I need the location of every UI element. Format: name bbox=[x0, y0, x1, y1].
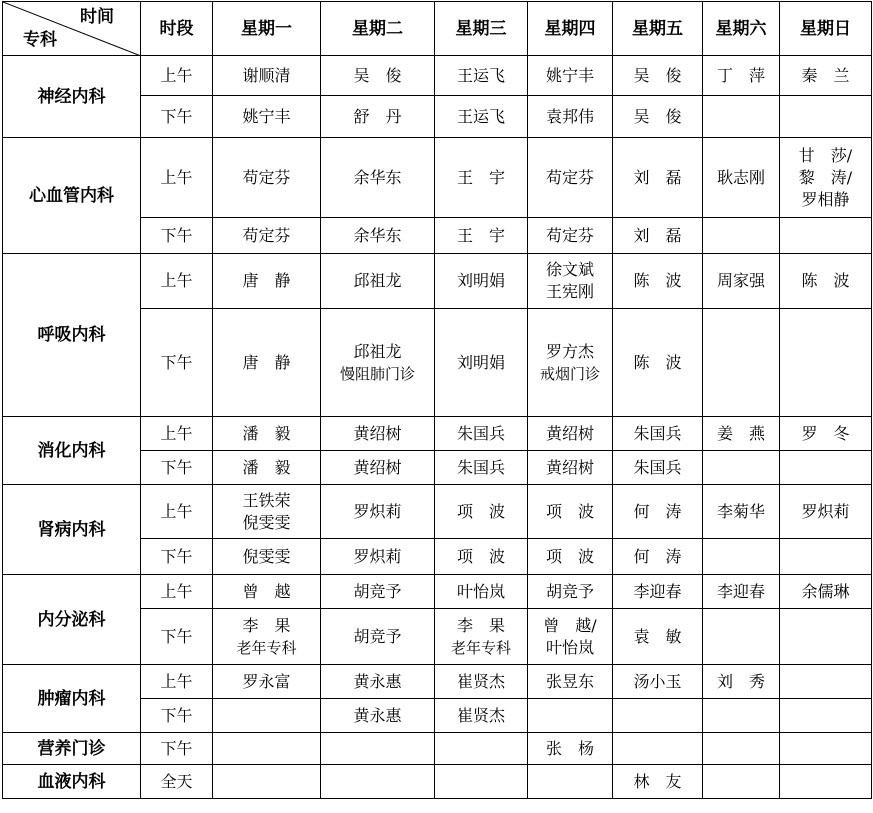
doctor-name: 苟定芬 bbox=[545, 167, 594, 187]
doctor-name: 袁 敏 bbox=[633, 626, 682, 646]
doctor-cell bbox=[321, 485, 435, 539]
doctor-name: 王铁荣 bbox=[242, 490, 291, 510]
doctor-cell bbox=[703, 451, 780, 485]
doctor-cell bbox=[213, 733, 321, 765]
doctor-name: 甘 莎/ bbox=[798, 145, 853, 165]
day-header: 星期六 bbox=[703, 2, 780, 56]
doctor-cell bbox=[213, 665, 321, 699]
doctor-cell bbox=[321, 417, 435, 451]
doctor-name: 姜 燕 bbox=[716, 423, 765, 443]
doctor-cell bbox=[703, 56, 780, 96]
doctor-cell bbox=[703, 417, 780, 451]
doctor-name: 刘 磊 bbox=[633, 167, 682, 187]
period-cell: 上午 bbox=[141, 575, 213, 609]
doctor-cell bbox=[321, 96, 435, 138]
doctor-name: 李迎春 bbox=[716, 581, 765, 601]
doctor-cell bbox=[321, 451, 435, 485]
doctor-cell bbox=[435, 733, 528, 765]
doctor-cell bbox=[780, 96, 872, 138]
doctor-name: 崔贤杰 bbox=[456, 705, 505, 725]
doctor-cell bbox=[703, 485, 780, 539]
doctor-name: 朱国兵 bbox=[456, 423, 505, 443]
department-name: 营养门诊 bbox=[3, 733, 141, 765]
schedule-row bbox=[3, 733, 872, 765]
doctor-cell bbox=[435, 485, 528, 539]
schedule-row bbox=[3, 485, 872, 539]
doctor-cell bbox=[435, 138, 528, 218]
doctor-name: 李迎春 bbox=[633, 581, 682, 601]
doctor-cell bbox=[213, 138, 321, 218]
doctor-cell bbox=[528, 609, 613, 665]
doctor-name: 何 涛 bbox=[633, 501, 682, 521]
doctor-cell bbox=[213, 254, 321, 309]
doctor-cell bbox=[528, 218, 613, 254]
doctor-name: 项 波 bbox=[456, 546, 505, 566]
doctor-cell bbox=[528, 665, 613, 699]
doctor-cell bbox=[321, 609, 435, 665]
doctor-cell bbox=[321, 765, 435, 799]
department-name: 肿瘤内科 bbox=[3, 665, 141, 733]
period-cell: 下午 bbox=[141, 96, 213, 138]
doctor-cell bbox=[780, 485, 872, 539]
doctor-name: 叶怡岚 bbox=[545, 637, 594, 657]
doctor-cell bbox=[613, 665, 703, 699]
schedule-row bbox=[3, 56, 872, 96]
doctor-cell bbox=[780, 309, 872, 417]
doctor-name: 罗炽莉 bbox=[353, 501, 402, 521]
doctor-name: 周家强 bbox=[716, 271, 765, 290]
doctor-name: 姚宁丰 bbox=[545, 65, 594, 85]
doctor-name: 汤小玉 bbox=[633, 671, 682, 691]
day-header: 星期日 bbox=[780, 2, 872, 56]
doctor-name: 罗永富 bbox=[242, 671, 291, 691]
department-name: 神经内科 bbox=[3, 56, 141, 138]
doctor-name: 潘 毅 bbox=[242, 423, 291, 443]
doctor-cell bbox=[321, 56, 435, 96]
doctor-cell bbox=[780, 56, 872, 96]
doctor-cell bbox=[321, 539, 435, 575]
doctor-name: 刘 秀 bbox=[716, 671, 765, 691]
doctor-name: 胡竞予 bbox=[353, 581, 402, 601]
doctor-name: 余华东 bbox=[353, 225, 402, 245]
period-cell: 下午 bbox=[141, 733, 213, 765]
doctor-name: 唐 静 bbox=[242, 352, 291, 372]
doctor-cell bbox=[435, 539, 528, 575]
department-name: 肾病内科 bbox=[3, 485, 141, 575]
doctor-cell bbox=[321, 309, 435, 417]
doctor-cell bbox=[613, 56, 703, 96]
doctor-name: 老年专科 bbox=[236, 638, 297, 657]
schedule-body bbox=[3, 56, 872, 799]
doctor-name: 刘明娟 bbox=[456, 352, 505, 372]
doctor-name: 余儒琳 bbox=[801, 581, 850, 601]
period-cell: 上午 bbox=[141, 485, 213, 539]
header-row bbox=[3, 2, 872, 56]
doctor-name: 黄永惠 bbox=[353, 671, 402, 691]
schedule-row bbox=[3, 665, 872, 699]
doctor-cell bbox=[528, 56, 613, 96]
doctor-name: 李 果 bbox=[242, 615, 291, 635]
doctor-cell bbox=[435, 609, 528, 665]
doctor-cell bbox=[780, 451, 872, 485]
doctor-cell bbox=[780, 539, 872, 575]
doctor-name: 倪雯雯 bbox=[242, 546, 291, 566]
doctor-name: 苟定芬 bbox=[242, 167, 291, 187]
doctor-cell bbox=[213, 451, 321, 485]
doctor-cell bbox=[780, 575, 872, 609]
doctor-cell bbox=[613, 609, 703, 665]
doctor-name: 舒 丹 bbox=[353, 106, 402, 126]
doctor-name: 倪雯雯 bbox=[242, 512, 291, 532]
corner-header bbox=[3, 2, 141, 56]
period-cell: 上午 bbox=[141, 138, 213, 218]
doctor-name: 邱祖龙 bbox=[353, 341, 402, 361]
doctor-name: 曾 越 bbox=[242, 581, 291, 601]
doctor-name: 黄绍树 bbox=[353, 457, 402, 477]
doctor-cell bbox=[613, 417, 703, 451]
doctor-cell bbox=[703, 699, 780, 733]
doctor-cell bbox=[613, 451, 703, 485]
doctor-cell bbox=[613, 96, 703, 138]
doctor-cell bbox=[613, 309, 703, 417]
doctor-cell bbox=[613, 765, 703, 799]
doctor-name: 朱国兵 bbox=[633, 457, 682, 477]
doctor-name: 张昱东 bbox=[545, 671, 594, 691]
doctor-name: 王运飞 bbox=[456, 65, 505, 85]
doctor-name: 王运飞 bbox=[456, 106, 505, 126]
period-cell: 下午 bbox=[141, 539, 213, 575]
doctor-cell bbox=[435, 96, 528, 138]
doctor-cell bbox=[613, 138, 703, 218]
doctor-cell bbox=[213, 56, 321, 96]
doctor-cell bbox=[435, 451, 528, 485]
doctor-name: 刘 磊 bbox=[633, 225, 682, 245]
department-name: 消化内科 bbox=[3, 417, 141, 485]
doctor-name: 罗方杰 bbox=[545, 341, 594, 361]
doctor-cell bbox=[780, 218, 872, 254]
doctor-name: 戒烟门诊 bbox=[539, 364, 600, 383]
doctor-cell bbox=[213, 539, 321, 575]
doctor-cell bbox=[435, 699, 528, 733]
doctor-name: 余华东 bbox=[353, 167, 402, 187]
doctor-cell bbox=[528, 96, 613, 138]
period-cell: 下午 bbox=[141, 451, 213, 485]
doctor-cell bbox=[703, 539, 780, 575]
doctor-name: 黄绍树 bbox=[545, 423, 594, 443]
period-header: 时段 bbox=[141, 2, 213, 56]
doctor-cell bbox=[213, 218, 321, 254]
doctor-name: 王 宇 bbox=[456, 167, 505, 187]
doctor-cell bbox=[213, 96, 321, 138]
doctor-cell bbox=[435, 765, 528, 799]
doctor-cell bbox=[703, 96, 780, 138]
doctor-name: 李 果 bbox=[456, 615, 505, 635]
doctor-cell bbox=[528, 485, 613, 539]
doctor-name: 苟定芬 bbox=[242, 225, 291, 245]
day-header: 星期五 bbox=[613, 2, 703, 56]
doctor-name: 朱国兵 bbox=[456, 457, 505, 477]
schedule-row bbox=[3, 417, 872, 451]
doctor-name: 老年专科 bbox=[450, 638, 511, 657]
doctor-cell bbox=[528, 138, 613, 218]
period-cell: 下午 bbox=[141, 699, 213, 733]
doctor-name: 吴 俊 bbox=[633, 106, 682, 126]
doctor-cell bbox=[780, 138, 872, 218]
department-name: 心血管内科 bbox=[3, 138, 141, 254]
doctor-name: 陈 波 bbox=[801, 271, 850, 290]
doctor-name: 张 杨 bbox=[545, 738, 594, 758]
period-cell: 全天 bbox=[141, 765, 213, 799]
doctor-cell bbox=[435, 56, 528, 96]
doctor-cell bbox=[435, 575, 528, 609]
doctor-name: 项 波 bbox=[545, 546, 594, 566]
doctor-name: 崔贤杰 bbox=[456, 671, 505, 691]
doctor-cell bbox=[435, 309, 528, 417]
period-cell: 下午 bbox=[141, 309, 213, 417]
doctor-name: 林 友 bbox=[633, 771, 682, 791]
doctor-name: 王 宇 bbox=[456, 225, 505, 245]
doctor-cell bbox=[613, 539, 703, 575]
doctor-cell bbox=[321, 665, 435, 699]
doctor-name: 陈 波 bbox=[633, 352, 682, 372]
doctor-cell bbox=[435, 417, 528, 451]
doctor-cell bbox=[703, 575, 780, 609]
doctor-cell bbox=[528, 765, 613, 799]
doctor-cell bbox=[528, 451, 613, 485]
doctor-cell bbox=[435, 665, 528, 699]
doctor-name: 徐文斌 bbox=[545, 260, 594, 279]
schedule-row bbox=[3, 575, 872, 609]
doctor-cell bbox=[703, 254, 780, 309]
doctor-cell bbox=[613, 218, 703, 254]
doctor-name: 罗 冬 bbox=[801, 423, 850, 443]
doctor-name: 黎 涛/ bbox=[798, 167, 853, 187]
doctor-cell bbox=[528, 254, 613, 309]
corner-time-label: 时间 bbox=[80, 7, 114, 27]
doctor-name: 丁 萍 bbox=[716, 65, 765, 85]
doctor-name: 李菊华 bbox=[716, 501, 765, 521]
doctor-cell bbox=[613, 733, 703, 765]
doctor-cell bbox=[613, 485, 703, 539]
doctor-cell bbox=[703, 733, 780, 765]
doctor-cell bbox=[780, 417, 872, 451]
doctor-name: 耿志刚 bbox=[716, 167, 765, 187]
period-cell: 下午 bbox=[141, 218, 213, 254]
period-cell: 上午 bbox=[141, 665, 213, 699]
schedule-row bbox=[3, 138, 872, 218]
department-name: 呼吸内科 bbox=[3, 254, 141, 417]
doctor-name: 王宪刚 bbox=[545, 282, 594, 301]
doctor-cell bbox=[613, 254, 703, 309]
period-cell: 上午 bbox=[141, 254, 213, 309]
doctor-name: 邱祖龙 bbox=[353, 271, 402, 290]
doctor-cell bbox=[435, 218, 528, 254]
department-name: 血液内科 bbox=[3, 765, 141, 799]
doctor-cell bbox=[780, 765, 872, 799]
doctor-cell bbox=[213, 485, 321, 539]
doctor-cell bbox=[703, 218, 780, 254]
doctor-name: 何 涛 bbox=[633, 546, 682, 566]
doctor-name: 曾 越/ bbox=[543, 615, 597, 635]
doctor-cell bbox=[213, 765, 321, 799]
doctor-cell bbox=[780, 609, 872, 665]
period-cell: 上午 bbox=[141, 417, 213, 451]
doctor-cell bbox=[703, 765, 780, 799]
doctor-cell bbox=[321, 733, 435, 765]
doctor-cell bbox=[703, 309, 780, 417]
doctor-name: 陈 波 bbox=[633, 271, 682, 290]
doctor-name: 胡竞予 bbox=[545, 581, 594, 601]
doctor-name: 项 波 bbox=[545, 501, 594, 521]
doctor-name: 刘明娟 bbox=[456, 271, 505, 290]
corner-dept-label: 专科 bbox=[23, 30, 57, 50]
doctor-cell bbox=[528, 539, 613, 575]
doctor-cell bbox=[435, 254, 528, 309]
doctor-name: 胡竞予 bbox=[353, 626, 402, 646]
period-cell: 下午 bbox=[141, 609, 213, 665]
doctor-name: 谢顺清 bbox=[242, 65, 291, 85]
doctor-name: 项 波 bbox=[456, 501, 505, 521]
doctor-name: 潘 毅 bbox=[242, 457, 291, 477]
doctor-name: 罗炽莉 bbox=[801, 501, 850, 521]
doctor-name: 朱国兵 bbox=[633, 423, 682, 443]
doctor-name: 黄绍树 bbox=[545, 457, 594, 477]
day-header: 星期三 bbox=[435, 2, 528, 56]
doctor-name: 罗相静 bbox=[801, 189, 850, 209]
doctor-cell bbox=[780, 699, 872, 733]
doctor-cell bbox=[703, 665, 780, 699]
doctor-cell bbox=[321, 138, 435, 218]
doctor-cell bbox=[528, 733, 613, 765]
clinic-schedule-table bbox=[2, 1, 872, 799]
doctor-cell bbox=[213, 309, 321, 417]
doctor-name: 黄绍树 bbox=[353, 423, 402, 443]
doctor-name: 袁邦伟 bbox=[545, 106, 594, 126]
doctor-name: 秦 兰 bbox=[801, 65, 850, 85]
doctor-name: 吴 俊 bbox=[353, 65, 402, 85]
doctor-cell bbox=[780, 665, 872, 699]
doctor-name: 罗炽莉 bbox=[353, 546, 402, 566]
doctor-cell bbox=[213, 575, 321, 609]
doctor-cell bbox=[213, 609, 321, 665]
doctor-cell bbox=[321, 699, 435, 733]
doctor-cell bbox=[528, 309, 613, 417]
schedule-row bbox=[3, 254, 872, 309]
doctor-cell bbox=[321, 254, 435, 309]
doctor-cell bbox=[321, 218, 435, 254]
day-header: 星期二 bbox=[321, 2, 435, 56]
doctor-cell bbox=[528, 417, 613, 451]
doctor-name: 姚宁丰 bbox=[242, 106, 291, 126]
doctor-cell bbox=[780, 254, 872, 309]
doctor-cell bbox=[780, 733, 872, 765]
doctor-cell bbox=[528, 575, 613, 609]
period-cell: 上午 bbox=[141, 56, 213, 96]
doctor-name: 慢阻肺门诊 bbox=[339, 364, 415, 383]
doctor-cell bbox=[321, 575, 435, 609]
doctor-cell bbox=[213, 417, 321, 451]
department-name: 内分泌科 bbox=[3, 575, 141, 665]
day-header: 星期四 bbox=[528, 2, 613, 56]
doctor-cell bbox=[613, 699, 703, 733]
doctor-name: 叶怡岚 bbox=[456, 581, 505, 601]
day-header: 星期一 bbox=[213, 2, 321, 56]
doctor-cell bbox=[528, 699, 613, 733]
doctor-name: 唐 静 bbox=[242, 271, 291, 290]
doctor-name: 黄永惠 bbox=[353, 705, 402, 725]
schedule-row bbox=[3, 765, 872, 799]
doctor-cell bbox=[703, 138, 780, 218]
doctor-cell bbox=[213, 699, 321, 733]
doctor-cell bbox=[613, 575, 703, 609]
doctor-cell bbox=[703, 609, 780, 665]
doctor-name: 苟定芬 bbox=[545, 225, 594, 245]
doctor-name: 吴 俊 bbox=[633, 65, 682, 85]
